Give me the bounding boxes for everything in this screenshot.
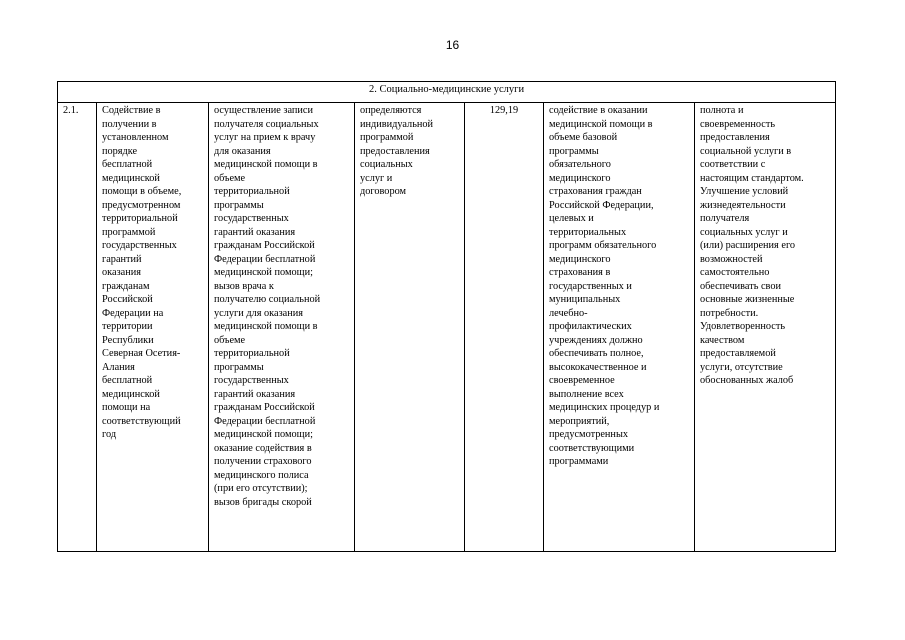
service-description: осуществление записи получателя социальных услуг на прием к врачу для оказания медицинской помощи в объеме территориальной программы государственных гарантий оказания гражданам Российской Федерации бесплатной медицинской помощи; вызов врача к получателю социальной услуги для оказания медицинской помощи в объеме территориальной программы государственных гарантий оказания гражданам Российской Федерации бесплатной медицинской помощи; оказание содействия в получении страхового медицинского полиса (при его отсутствии); вызов бригады скорой [214,105,321,508]
section-header-row [58,82,836,103]
row-number-cell [58,103,97,552]
service-cost: 129,19 [489,105,519,116]
service-quality-cell [695,103,836,552]
service-timing-cell [355,103,465,552]
service-description-cell [209,103,355,552]
service-name-cell [97,103,209,552]
service-name: Содействие в получении в установленном порядке бесплатной медицинской помощи в объеме, предусмотренном территориальной программой государственных гарантий оказания гражданам Российской Федерации на территории Республики Северная Осетия- Алания бесплатной медицинской помощи на соответствующий год [102,105,182,440]
table-row [58,103,836,552]
page-number: 16 [445,38,460,52]
section-title: 2. Социально-медицинские услуги [58,82,836,103]
service-conditions: содействие в оказании медицинской помощи в объеме базовой программы обязательного медицинского страхования граждан Российской Федерации, целевых и территориальных программ обязательного медицинского страхования в государственных и муниципальных лечебно- профилактических учреждениях должно обеспечивать полное, высококачественное и своевременное выполнение всех медицинских процедур и мероприятий, предусмотренных соответствующими программами [549,105,660,467]
row-number: 2.1. [63,105,79,116]
services-table [57,81,836,552]
service-timing: определяются индивидуальной программой предоставления социальных услуг и договором [360,105,434,197]
service-quality: полнота и своевременность предоставления социальной услуги в соответствии с настоящим стандартом. Улучшение условий жизнедеятельности получателя социальных услуг и (или) расширения его возможностей самостоятельно обеспечивать свои основные жизненные потребности. Удовлетворенность качеством предоставляемой услуги, отсутствие обоснованных жалоб [700,105,804,386]
service-conditions-cell [544,103,695,552]
service-cost-cell [465,103,544,552]
